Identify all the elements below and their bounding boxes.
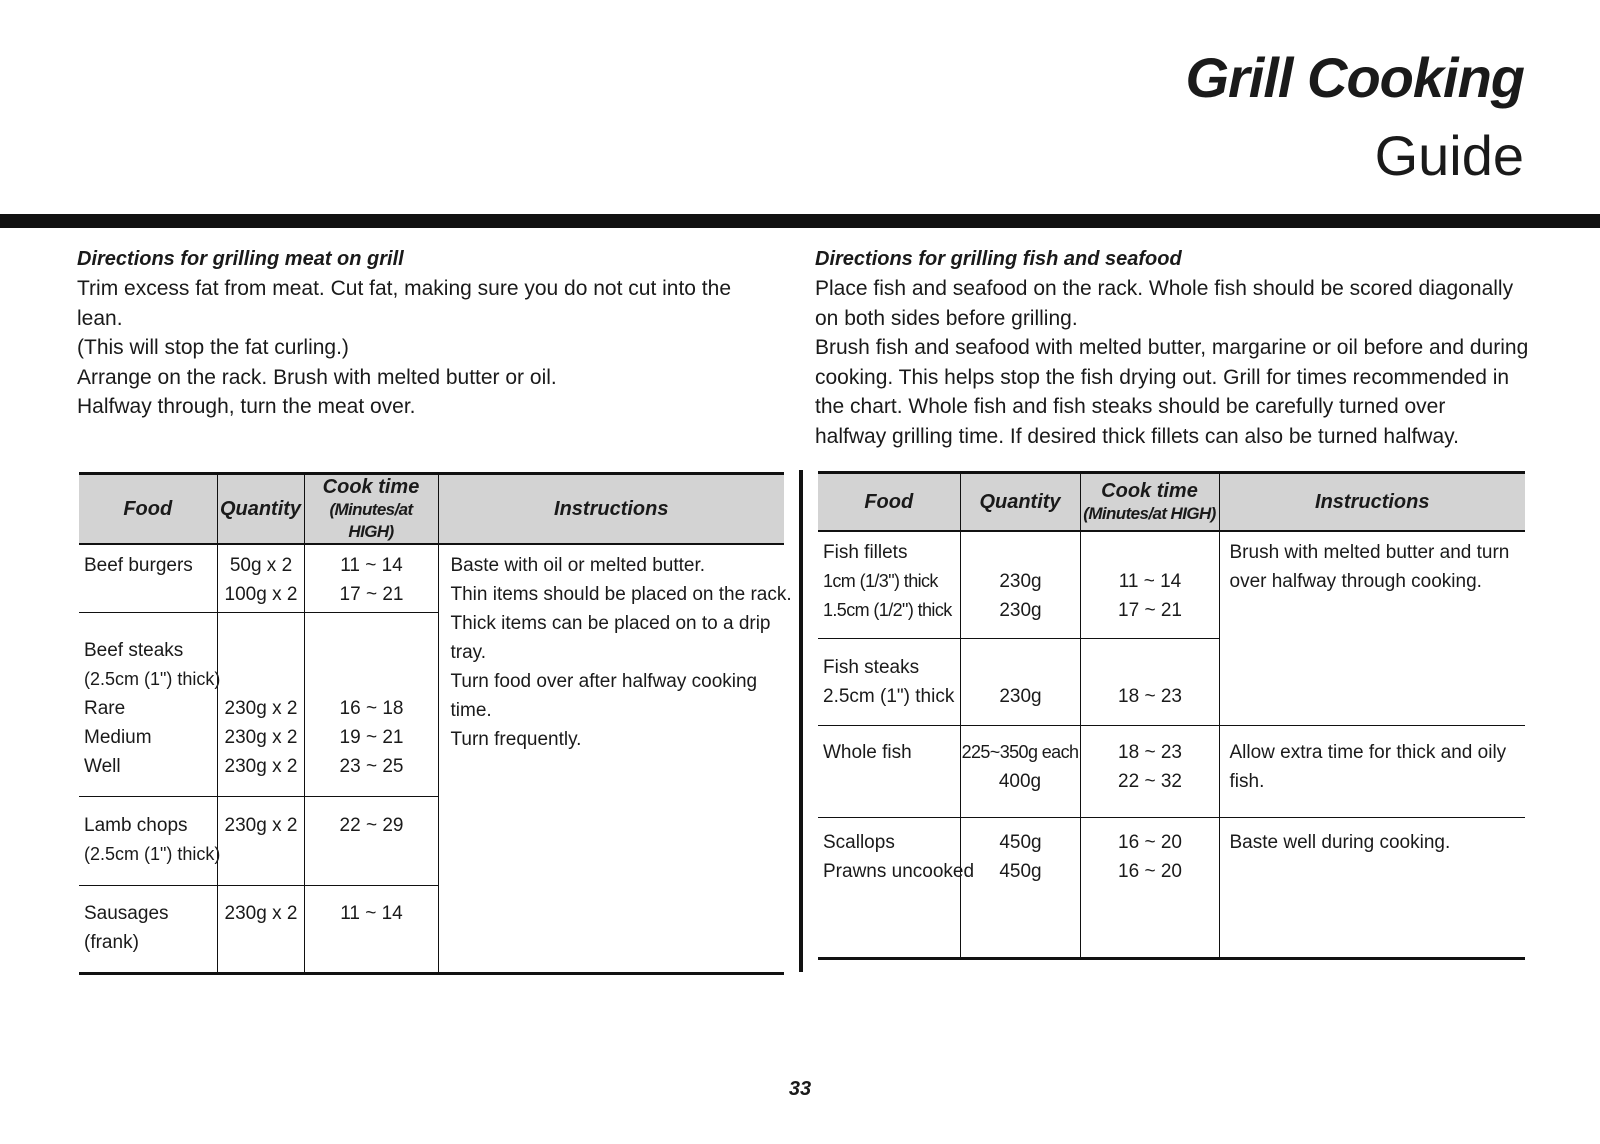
time-line: 17 ~ 21 [1118, 600, 1182, 621]
time-line: 16 ~ 18 [339, 697, 404, 719]
food-cell [79, 885, 217, 973]
instruction-line: Turn frequently. [450, 729, 582, 750]
time-cell [304, 544, 438, 612]
time-line: 19 ~ 21 [339, 726, 404, 748]
food-line: Medium [84, 726, 152, 748]
quantity-line: 230g x 2 [224, 755, 298, 777]
food-line: 1cm (1/3") thick [823, 571, 938, 591]
fish-direction-line: halfway grilling time. If desired thick fillets can also be turned halfway. [815, 424, 1459, 448]
meat-directions-heading: Directions for grilling meat on grill [77, 248, 404, 270]
meat-direction-line: Trim excess fat from meat. Cut fat, making sure you do not cut into the lean. [77, 277, 731, 330]
food-header: Food [818, 473, 960, 532]
quantity-cell [217, 885, 304, 973]
quantity-line: 230g [999, 600, 1042, 621]
instruction-line: time. [450, 700, 492, 721]
cook-time-header [304, 474, 438, 545]
time-line: 23 ~ 25 [339, 755, 404, 777]
quantity-line: 100g x 2 [224, 584, 298, 605]
time-line: 11 ~ 14 [340, 902, 403, 924]
quantity-line: 230g x 2 [224, 726, 298, 748]
table-row [818, 817, 1525, 958]
quantity-line: 230g x 2 [224, 814, 298, 836]
fish-direction-line: cooking. This helps stop the fish drying out. Grill for times recommended in [815, 365, 1510, 389]
food-line: Lamb chops [84, 814, 188, 836]
time-cell [1080, 638, 1219, 725]
time-line [310, 665, 434, 694]
meat-directions [77, 245, 777, 422]
meat-direction-line: Halfway through, turn the meat over. [77, 395, 416, 418]
time-cell [304, 796, 438, 885]
quantity-cell [960, 638, 1080, 725]
instructions-cell [1219, 725, 1525, 817]
food-line: Beef burgers [84, 555, 193, 576]
instruction-line: Baste with oil or melted butter. [450, 555, 706, 576]
time-line: 22 ~ 32 [1118, 770, 1182, 792]
food-cell [79, 796, 221, 885]
time-line: 18 ~ 23 [1118, 741, 1182, 763]
instruction-line: Thin items should be placed on the rack. [450, 584, 792, 605]
table-row [818, 725, 1525, 817]
meat-direction-line: Arrange on the rack. Brush with melted butter or oil. [77, 365, 557, 389]
quantity-line [223, 665, 300, 694]
quantity-line: 230g x 2 [224, 697, 298, 719]
fish-table [818, 471, 1525, 960]
instruction-line: Baste well during cooking. [1229, 831, 1451, 853]
instruction-line: Brush with melted butter and turn [1229, 542, 1510, 563]
food-line: Fish steaks [823, 656, 920, 678]
table-row [79, 544, 784, 612]
quantity-cell [217, 544, 304, 612]
fish-direction-line: Place fish and seafood on the rack. Whole fish should be scored diagonally [815, 277, 1514, 300]
page-subtitle: Guide [1374, 124, 1524, 187]
time-cell [1080, 725, 1219, 817]
quantity-line: 230g [999, 685, 1042, 707]
time-line: 18 ~ 23 [1118, 685, 1182, 707]
instruction-line: fish. [1229, 770, 1265, 792]
food-line: (frank) [84, 931, 139, 953]
food-cell [79, 544, 217, 612]
meat-direction-line: (This will stop the fat curling.) [77, 336, 349, 359]
time-cell [1080, 531, 1219, 638]
instructions-header: Instructions [438, 474, 784, 545]
time-line: 22 ~ 29 [339, 814, 404, 836]
time-line [310, 636, 434, 665]
instruction-line: over halfway through cooking. [1229, 571, 1482, 592]
food-cell [818, 817, 975, 958]
food-line: Fish fillets [823, 542, 908, 563]
quantity-line: 400g [998, 770, 1042, 792]
cook-time-unit: (Minutes/at HIGH) [329, 500, 413, 541]
page-number: 33 [788, 1078, 812, 1100]
meat-table-header [79, 474, 784, 545]
fish-direction-line: on both sides before grilling. [815, 306, 1078, 330]
instructions-cell [1219, 531, 1525, 725]
time-line: 11 ~ 14 [340, 555, 403, 576]
quantity-cell [960, 725, 1080, 817]
quantity-cell [217, 796, 304, 885]
quantity-line: 450g [999, 860, 1042, 882]
time-line: 16 ~ 20 [1118, 831, 1182, 853]
quantity-cell [960, 817, 1080, 958]
instruction-line: tray. [450, 642, 487, 663]
food-line: (2.5cm (1") thick) [84, 668, 221, 689]
food-header: Food [79, 474, 217, 545]
column-divider [799, 470, 803, 972]
cook-time-header [1080, 473, 1219, 532]
food-line: Sausages [84, 902, 169, 924]
instructions-cell [1219, 817, 1525, 958]
time-cell [1080, 817, 1219, 958]
time-line: 17 ~ 21 [339, 584, 404, 605]
time-line: 11 ~ 14 [1118, 571, 1182, 592]
instructions-header: Instructions [1219, 473, 1525, 532]
quantity-cell [217, 612, 304, 796]
instruction-line: Thick items can be placed on to a drip [450, 613, 771, 634]
food-cell [79, 612, 221, 796]
time-line: 16 ~ 20 [1118, 860, 1182, 882]
fish-table-header [818, 473, 1525, 532]
instructions-cell [438, 544, 792, 973]
quantity-line: 450g [999, 831, 1042, 853]
cook-time-label: Cook time [1101, 480, 1198, 502]
quantity-line [966, 538, 1076, 567]
time-line [1086, 653, 1215, 682]
food-cell [818, 638, 960, 725]
fish-directions [815, 245, 1535, 451]
quantity-line [966, 653, 1076, 682]
quantity-line: 225~350g each [961, 741, 1079, 762]
quantity-line: 50g x 2 [229, 555, 293, 576]
food-line: 2.5cm (1") thick [823, 685, 955, 707]
page-title: Grill Cooking [1185, 46, 1524, 109]
time-cell [304, 612, 438, 796]
instruction-line: Allow extra time for thick and oily [1229, 741, 1507, 763]
quantity-cell [960, 531, 1080, 638]
food-line: Whole fish [823, 741, 912, 763]
food-line: (2.5cm (1") thick) [84, 843, 221, 864]
quantity-header: Quantity [960, 473, 1080, 532]
cook-time-unit: (Minutes/at HIGH) [1083, 504, 1216, 523]
quantity-line: 230g x 2 [224, 902, 298, 924]
fish-direction-line: Brush fish and seafood with melted butter, margarine or oil before and during [815, 336, 1529, 359]
fish-direction-line: the chart. Whole fish and fish steaks should be carefully turned over [815, 395, 1446, 418]
food-cell [818, 725, 960, 817]
food-line: 1.5cm (1/2") thick [823, 600, 952, 620]
food-line: Prawns uncooked [823, 860, 975, 882]
time-line [1086, 538, 1215, 567]
fish-directions-heading: Directions for grilling fish and seafood [815, 248, 1182, 270]
food-line: Rare [84, 697, 126, 719]
cook-time-label: Cook time [322, 476, 420, 498]
header-rule [0, 214, 1600, 228]
quantity-line [223, 636, 300, 665]
food-line: Well [84, 755, 121, 777]
food-line: Scallops [823, 831, 895, 853]
meat-table [79, 472, 792, 975]
food-cell [818, 531, 960, 638]
food-line: Beef steaks [84, 639, 184, 661]
time-cell [304, 885, 438, 973]
quantity-line: 230g [999, 571, 1042, 592]
table-row [818, 531, 1525, 638]
instruction-line: Turn food over after halfway cooking [450, 671, 758, 692]
quantity-header: Quantity [217, 474, 304, 545]
